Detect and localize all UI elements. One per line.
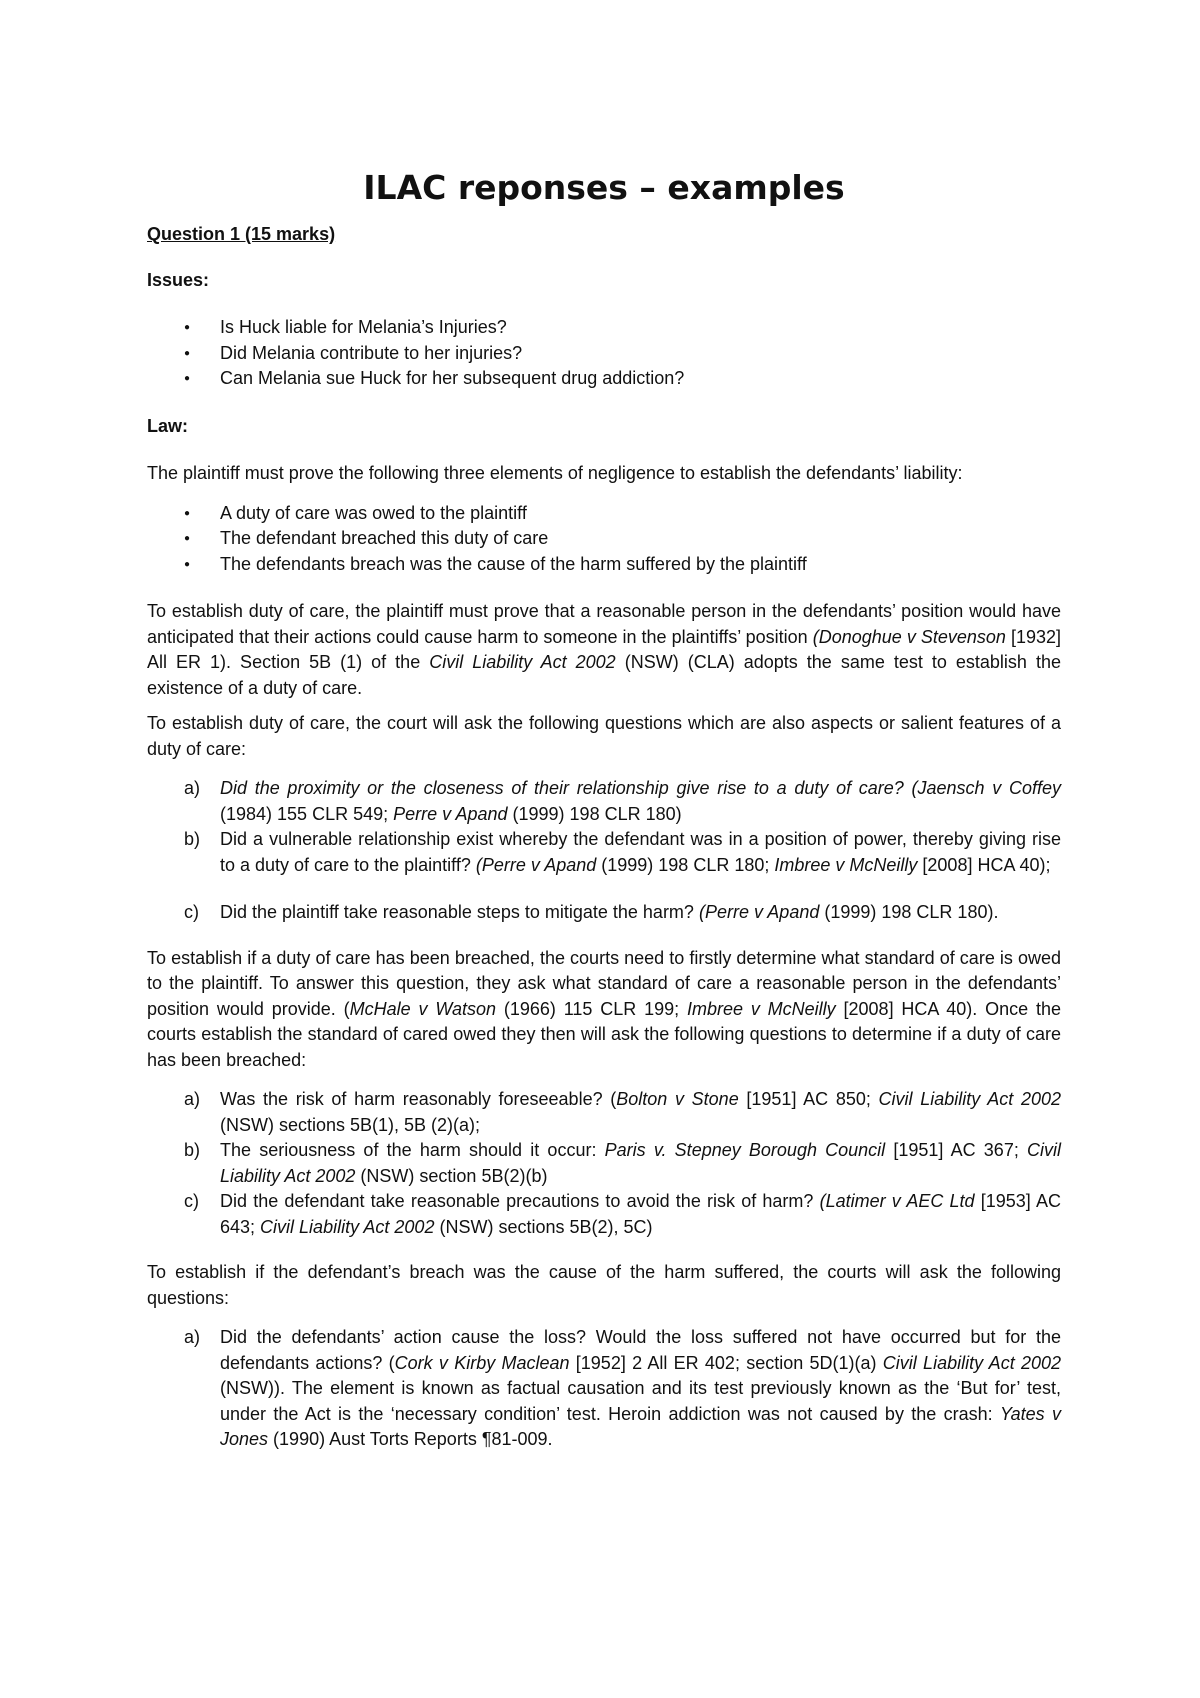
breach-paragraph: To establish if a duty of care has been breached, the courts need to firstly determine what standard of care is owed to the plaintiff. To answer this question, they ask what standard of care a reasonable person in the defendants’ position would provide. (McHale v Watson (1966) 115 CLR 199; Imbree v McNeilly [2008] HCA 40). Once the courts establish the standard of cared owed they then will ask the following questions to determine if a duty of care has been breached: [147,947,1061,1070]
list-item: b) Did a vulnerable relationship exist whereby the defendant was in a position of power, thereby giving rise to a duty of care to the plaintiff? (Perre v Apand (1999) 198 CLR 180; Imbree v McNeilly [2008] HCA 40); [184,829,1061,875]
question-heading: Question 1 (15 marks) [147,224,336,244]
list-item: a) Was the risk of harm reasonably foreseeable? (Bolton v Stone [1951] AC 850; Civil Liability Act 2002 (NSW) sections 5B(1), 5B (2)(a); [184,1089,1061,1135]
act-citation: Civil Liability Act 2002 [429,652,616,672]
list-item: c) Did the plaintiff take reasonable steps to mitigate the harm? (Perre v Apand (1999) 198 CLR 180). [184,902,999,922]
list-item: ● A duty of care was owed to the plaintiff [147,501,1061,527]
list-item: ● The defendant breached this duty of care [147,526,1061,552]
duty-paragraph: To establish duty of care, the plaintiff must prove that a reasonable person in the defendants’ position would have anticipated that their actions could cause harm to someone in the plaintiffs’ position (Donoghue v Stevenson [1932] All ER 1). Section 5B (1) of the Civil Liability Act 2002 (NSW) (CLA) adopts the same test to establish the existence of a duty of care. [147,601,1061,698]
list-item: a) Did the defendants’ action cause the loss? Would the loss suffered not have occurred but for the defendants actions? (Cork v Kirby Maclean [1952] 2 All ER 402; section 5D(1)(a) Civil Liability Act 2002 (NSW)). The element is known as factual causation and its test previously known as the ‘But for’ test, under the Act is the ‘necessary condition’ test. Heroin addiction was not caused by the crash: Yates v Jones (1990) Aust Torts Reports ¶81-009. [184,1327,1062,1449]
causation-intro: To establish if the defendant’s breach was the cause of the harm suffered, the courts will ask the following questions: [147,1262,1061,1308]
elements-list [147,501,1061,578]
breach-questions-list [147,1087,1061,1240]
salient-intro: To establish duty of care, the court will ask the following questions which are also aspects or salient features of a duty of care: [147,713,1061,759]
list-item: b) The seriousness of the harm should it occur: Paris v. Stepney Borough Council [1951] AC 367; Civil Liability Act 2002 (NSW) section 5B(2)(b) [184,1140,1062,1186]
causation-questions-list [147,1325,1061,1453]
list-item: ● Can Melania sue Huck for her subsequent drug addiction? [147,366,1061,392]
law-intro: The plaintiff must prove the following three elements of negligence to establish the defendants’ liability: [147,463,963,483]
salient-features-list [147,776,1061,926]
issues-heading: Issues: [147,269,210,290]
list-item: a) Did the proximity or the closeness of their relationship give rise to a duty of care? (Jaensch v Coffey (1984) 155 CLR 549; Perre v Apand (1999) 198 CLR 180) [184,778,1061,824]
case-citation: (Donoghue v Stevenson [812,626,1006,647]
list-item: ● Is Huck liable for Melania’s Injuries? [147,315,1061,341]
list-item: ● Did Melania contribute to her injuries? [147,341,1061,367]
document-content [147,168,1061,1473]
list-item: ● The defendants breach was the cause of the harm suffered by the plaintiff [147,552,1061,578]
list-spacer [147,878,1061,900]
law-heading: Law: [147,415,189,436]
list-item: c) Did the defendant take reasonable precautions to avoid the risk of harm? (Latimer v AEC Ltd [1953] AC 643; Civil Liability Act 2002 (NSW) sections 5B(2), 5C) [184,1191,1061,1237]
page-title: ILAC reponses – examples [363,168,845,207]
issues-list [147,315,1061,392]
